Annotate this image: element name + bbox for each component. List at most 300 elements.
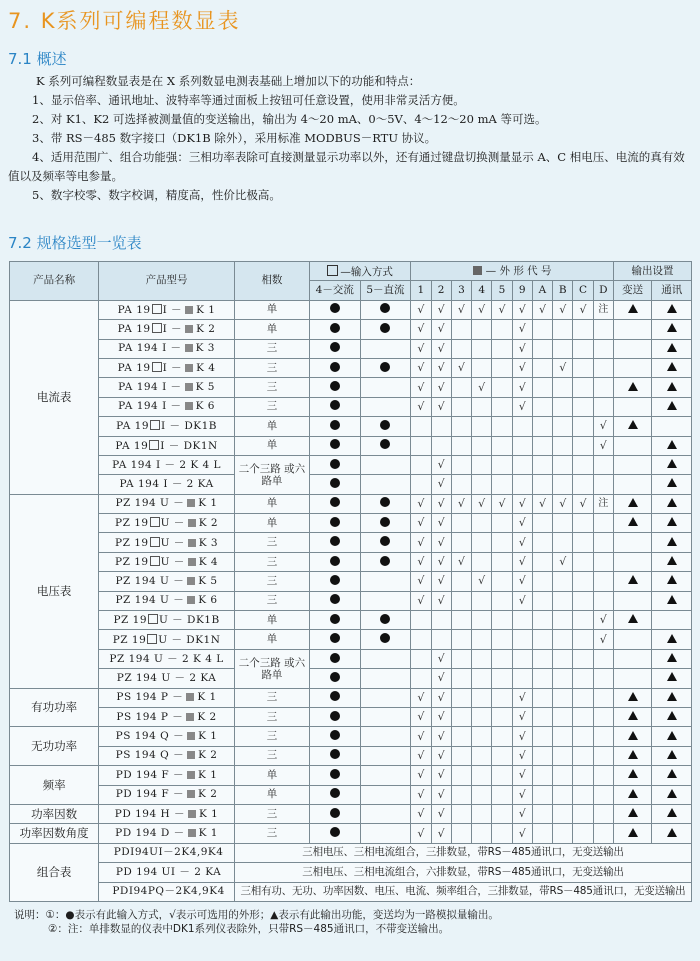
shape-cell <box>553 397 573 416</box>
filled-square-icon <box>188 558 196 566</box>
header-input-dc: 5－直流 <box>360 281 411 300</box>
phase-count: 单 <box>234 630 309 649</box>
shape-cell <box>411 320 431 339</box>
phase-count: 单 <box>234 785 309 804</box>
shape-cell <box>512 572 532 591</box>
output-transmit-cell <box>613 417 652 436</box>
filled-dot-icon <box>380 614 390 624</box>
product-model: PZ 19 U － K 4 <box>99 552 235 571</box>
shape-cell <box>573 533 593 552</box>
shape-cell <box>532 455 552 474</box>
shape-cell <box>492 320 512 339</box>
filled-square-icon <box>473 266 482 275</box>
table-row <box>10 475 692 494</box>
shape-cell <box>532 533 552 552</box>
check-icon: √ <box>417 748 425 762</box>
check-icon: √ <box>417 826 425 840</box>
filled-dot-icon <box>380 303 390 313</box>
output-comm-cell <box>652 804 692 823</box>
filled-dot-icon <box>330 459 340 469</box>
shape-cell <box>451 649 471 668</box>
filled-square-icon <box>186 693 194 701</box>
output-transmit-cell <box>613 824 652 843</box>
triangle-icon <box>628 304 638 313</box>
shape-cell <box>553 358 573 377</box>
shape-cell <box>532 417 552 436</box>
product-category: 功率因数角度 <box>10 824 99 843</box>
table-row <box>10 824 692 843</box>
check-icon: √ <box>457 496 465 510</box>
check-icon: √ <box>559 361 567 375</box>
header-input-ac: 4－交流 <box>309 281 360 300</box>
triangle-icon <box>667 653 677 662</box>
input-ac-cell <box>309 669 360 688</box>
check-icon: √ <box>417 341 425 355</box>
shape-cell <box>492 397 512 416</box>
check-icon: √ <box>518 710 526 724</box>
shape-cell <box>512 669 532 688</box>
product-model: PA 19 I － K 2 <box>99 320 235 339</box>
check-icon: √ <box>417 302 425 316</box>
phase-count: 三 <box>234 688 309 707</box>
shape-cell <box>573 358 593 377</box>
output-transmit-cell <box>613 688 652 707</box>
shape-cell <box>532 688 552 707</box>
input-dc-cell <box>360 320 411 339</box>
output-comm-cell <box>652 766 692 785</box>
table-row <box>10 320 692 339</box>
shape-cell <box>411 358 431 377</box>
shape-cell <box>532 611 552 630</box>
shape-cell <box>472 630 492 649</box>
shape-cell <box>553 436 573 455</box>
triangle-icon <box>667 323 677 332</box>
shape-cell <box>593 669 613 688</box>
table-row <box>10 533 692 552</box>
triangle-icon <box>628 382 638 391</box>
product-model: PA 19 I － DK1B <box>99 417 235 436</box>
shape-cell <box>472 417 492 436</box>
shape-cell <box>472 514 492 533</box>
output-comm-cell <box>652 669 692 688</box>
shape-cell <box>492 300 512 319</box>
triangle-icon <box>667 672 677 681</box>
header-phase: 相数 <box>234 262 309 301</box>
shape-cell <box>431 397 451 416</box>
shape-cell <box>593 514 613 533</box>
check-icon: √ <box>559 555 567 569</box>
filled-square-icon <box>187 732 195 740</box>
shape-cell <box>472 378 492 397</box>
shape-cell <box>532 746 552 765</box>
output-comm-cell <box>652 397 692 416</box>
shape-cell <box>472 746 492 765</box>
shape-cell <box>472 339 492 358</box>
check-icon: √ <box>478 574 486 588</box>
output-transmit-cell <box>613 727 652 746</box>
product-category: 电流表 <box>10 300 99 494</box>
output-comm-cell <box>652 436 692 455</box>
phase-count: 三 <box>234 591 309 610</box>
shape-cell <box>512 611 532 630</box>
phase-count: 二个三路 或六路单 <box>234 649 309 688</box>
shape-cell <box>532 397 552 416</box>
input-dc-cell <box>360 358 411 377</box>
section-heading-spec: 7.2 规格选型一览表 <box>8 234 142 252</box>
shape-cell <box>553 378 573 397</box>
phase-count: 三 <box>234 824 309 843</box>
input-ac-cell <box>309 630 360 649</box>
shape-cell <box>593 785 613 804</box>
shape-cell <box>492 494 512 513</box>
triangle-icon <box>667 382 677 391</box>
shape-cell <box>451 591 471 610</box>
filled-dot-icon <box>330 808 340 818</box>
input-ac-cell <box>309 397 360 416</box>
table-row <box>10 863 692 882</box>
shape-cell <box>451 378 471 397</box>
check-icon: √ <box>417 690 425 704</box>
triangle-icon <box>667 769 677 778</box>
overview-paragraph: 1、显示倍率、通讯地址、波特率等通过面板上按钮可任意设置，使用非常灵活方便。 <box>32 93 465 107</box>
check-icon: √ <box>579 302 587 316</box>
filled-square-icon <box>187 771 195 779</box>
shape-cell <box>431 358 451 377</box>
product-model: PA 19 I － K 4 <box>99 358 235 377</box>
filled-dot-icon <box>330 478 340 488</box>
input-ac-cell <box>309 436 360 455</box>
check-icon: √ <box>478 380 486 394</box>
triangle-icon <box>667 401 677 410</box>
triangle-icon <box>667 595 677 604</box>
spec-table <box>9 261 692 902</box>
shape-cell <box>593 397 613 416</box>
output-comm-cell <box>652 417 692 436</box>
shape-cell <box>593 572 613 591</box>
check-icon: √ <box>478 302 486 316</box>
table-row <box>10 804 692 823</box>
shape-cell <box>431 746 451 765</box>
shape-cell <box>593 630 613 649</box>
filled-square-icon <box>185 364 193 372</box>
check-icon: √ <box>599 438 607 452</box>
shape-cell <box>532 475 552 494</box>
input-dc-cell <box>360 804 411 823</box>
output-transmit-cell <box>613 611 652 630</box>
header-output-transmit: 变送 <box>613 281 652 300</box>
filled-dot-icon <box>330 303 340 313</box>
shape-cell <box>431 630 451 649</box>
output-comm-cell <box>652 378 692 397</box>
shape-cell <box>411 649 431 668</box>
filled-dot-icon <box>380 556 390 566</box>
triangle-icon <box>628 711 638 720</box>
input-dc-cell <box>360 300 411 319</box>
shape-cell <box>431 766 451 785</box>
shape-cell <box>492 804 512 823</box>
header-input: —输入方式 <box>309 262 410 281</box>
shape-cell <box>492 669 512 688</box>
shape-cell <box>532 339 552 358</box>
filled-dot-icon <box>330 536 340 546</box>
shape-cell <box>431 300 451 319</box>
shape-cell <box>411 572 431 591</box>
check-icon: √ <box>518 593 526 607</box>
shape-cell <box>512 378 532 397</box>
check-icon: √ <box>437 535 445 549</box>
shape-cell <box>492 358 512 377</box>
triangle-icon <box>667 692 677 701</box>
shape-cell <box>411 514 431 533</box>
table-row <box>10 727 692 746</box>
check-icon: √ <box>518 748 526 762</box>
shape-cell <box>431 649 451 668</box>
output-transmit-cell <box>613 766 652 785</box>
shape-cell <box>512 824 532 843</box>
check-icon: √ <box>437 748 445 762</box>
table-row <box>10 766 692 785</box>
shape-cell <box>532 630 552 649</box>
filled-dot-icon <box>330 575 340 585</box>
check-icon: √ <box>417 710 425 724</box>
shape-cell <box>411 727 431 746</box>
shape-cell <box>492 339 512 358</box>
shape-cell <box>431 572 451 591</box>
shape-cell <box>573 417 593 436</box>
output-transmit-cell <box>613 475 652 494</box>
check-icon: √ <box>437 477 445 491</box>
triangle-icon <box>667 517 677 526</box>
triangle-icon <box>667 808 677 817</box>
shape-cell <box>451 766 471 785</box>
check-icon: √ <box>417 729 425 743</box>
shape-cell <box>593 475 613 494</box>
output-comm-cell <box>652 591 692 610</box>
output-transmit-cell <box>613 591 652 610</box>
phase-count: 二个三路 或六路单 <box>234 455 309 494</box>
check-icon: √ <box>518 729 526 743</box>
shape-cell <box>593 339 613 358</box>
shape-cell <box>492 727 512 746</box>
shape-cell <box>411 300 431 319</box>
filled-dot-icon <box>330 594 340 604</box>
shape-cell <box>512 552 532 571</box>
filled-dot-icon <box>330 323 340 333</box>
page-title: 7. K系列可编程数显表 <box>8 9 241 33</box>
filled-dot-icon <box>330 362 340 372</box>
check-icon: √ <box>518 302 526 316</box>
shape-cell <box>472 649 492 668</box>
phase-count: 单 <box>234 320 309 339</box>
shape-cell <box>512 455 532 474</box>
shape-cell <box>451 533 471 552</box>
output-comm-cell <box>652 824 692 843</box>
shape-cell <box>593 358 613 377</box>
shape-cell <box>573 669 593 688</box>
shape-cell <box>553 533 573 552</box>
input-ac-cell <box>309 475 360 494</box>
shape-cell <box>431 436 451 455</box>
output-comm-cell <box>652 727 692 746</box>
product-model: PZ 19 U － DK1B <box>99 611 235 630</box>
filled-dot-icon <box>380 362 390 372</box>
triangle-icon <box>667 556 677 565</box>
input-dc-cell <box>360 475 411 494</box>
input-ac-cell <box>309 688 360 707</box>
shape-cell <box>411 591 431 610</box>
shape-cell <box>431 339 451 358</box>
phase-count: 三 <box>234 552 309 571</box>
product-model: PS 194 Q － K 1 <box>99 727 235 746</box>
filled-square-icon <box>187 596 195 604</box>
output-transmit-cell <box>613 804 652 823</box>
shape-cell <box>492 746 512 765</box>
output-comm-cell <box>652 552 692 571</box>
shape-cell <box>472 475 492 494</box>
table-row <box>10 378 692 397</box>
shape-cell <box>492 611 512 630</box>
input-dc-cell <box>360 572 411 591</box>
shape-cell <box>472 824 492 843</box>
overview-paragraph: 2、对 K1、K2 可选择被测量值的变送输出，输出为 4～20 mA、0～5V、4～12～20 mA 等可选。 <box>32 112 547 126</box>
product-model: PZ 194 U － K 6 <box>99 591 235 610</box>
input-ac-cell <box>309 727 360 746</box>
shape-cell <box>573 746 593 765</box>
table-row <box>10 397 692 416</box>
product-model: PA 19 I － K 1 <box>99 300 235 319</box>
check-icon: √ <box>417 768 425 782</box>
shape-cell <box>431 378 451 397</box>
filled-square-icon <box>187 751 195 759</box>
table-row <box>10 688 692 707</box>
triangle-icon <box>667 711 677 720</box>
shape-cell <box>492 514 512 533</box>
combo-description: 三相电压、三相电流组合，六排数显，带RS－485通讯口，无变送输出 <box>234 863 691 882</box>
filled-square-icon <box>188 539 196 547</box>
empty-square-icon <box>149 440 159 450</box>
filled-dot-icon <box>330 691 340 701</box>
phase-count: 三 <box>234 339 309 358</box>
filled-square-icon <box>188 829 196 837</box>
shape-cell <box>431 669 451 688</box>
shape-cell <box>553 707 573 726</box>
shape-cell <box>512 688 532 707</box>
check-icon: √ <box>579 496 587 510</box>
shape-cell <box>512 339 532 358</box>
output-comm-cell <box>652 611 692 630</box>
empty-square-icon <box>327 265 338 276</box>
input-dc-cell <box>360 378 411 397</box>
check-icon: √ <box>417 496 425 510</box>
header-shape-code: 2 <box>431 281 451 300</box>
shape-cell <box>593 533 613 552</box>
check-icon: √ <box>437 768 445 782</box>
shape-cell <box>573 320 593 339</box>
header-name: 产品名称 <box>10 262 99 301</box>
input-dc-cell <box>360 727 411 746</box>
output-transmit-cell <box>613 514 652 533</box>
shape-cell <box>553 727 573 746</box>
phase-count: 三 <box>234 707 309 726</box>
shape-cell <box>512 746 532 765</box>
triangle-icon <box>667 440 677 449</box>
check-icon: √ <box>518 496 526 510</box>
check-icon: √ <box>437 399 445 413</box>
shape-cell <box>431 611 451 630</box>
shape-cell <box>573 455 593 474</box>
shape-cell <box>492 378 512 397</box>
shape-cell <box>411 397 431 416</box>
empty-square-icon <box>147 634 157 644</box>
table-row <box>10 746 692 765</box>
header-shape-code: 9 <box>512 281 532 300</box>
shape-cell <box>593 552 613 571</box>
check-icon: √ <box>417 807 425 821</box>
input-dc-cell <box>360 669 411 688</box>
filled-square-icon <box>188 519 196 527</box>
shape-cell <box>512 649 532 668</box>
shape-cell <box>411 475 431 494</box>
check-icon: √ <box>518 380 526 394</box>
shape-cell <box>472 804 492 823</box>
shape-cell <box>553 339 573 358</box>
triangle-icon <box>667 731 677 740</box>
shape-cell <box>532 804 552 823</box>
check-icon: √ <box>417 516 425 530</box>
check-icon: √ <box>457 361 465 375</box>
table-row <box>10 358 692 377</box>
shape-cell <box>553 804 573 823</box>
shape-cell <box>431 320 451 339</box>
shape-cell <box>512 533 532 552</box>
shape-cell <box>472 766 492 785</box>
phase-count: 三 <box>234 358 309 377</box>
input-ac-cell <box>309 591 360 610</box>
shape-cell <box>451 552 471 571</box>
shape-cell <box>492 533 512 552</box>
filled-dot-icon <box>330 556 340 566</box>
overview-paragraph: 3、带 RS－485 数字接口（DK1B 除外），采用标准 MODBUS－RTU 协议。 <box>32 131 437 145</box>
filled-dot-icon <box>330 497 340 507</box>
shape-cell <box>532 572 552 591</box>
input-ac-cell <box>309 494 360 513</box>
shape-cell <box>573 688 593 707</box>
table-row <box>10 300 692 319</box>
product-model: PZ 194 U － K 5 <box>99 572 235 591</box>
shape-cell <box>593 688 613 707</box>
shape-cell <box>411 552 431 571</box>
shape-cell <box>411 785 431 804</box>
input-dc-cell <box>360 397 411 416</box>
shape-cell <box>451 746 471 765</box>
shape-cell <box>553 669 573 688</box>
check-icon: √ <box>417 574 425 588</box>
shape-cell <box>431 533 451 552</box>
shape-cell <box>472 611 492 630</box>
filled-dot-icon <box>330 730 340 740</box>
check-icon: √ <box>518 535 526 549</box>
shape-cell <box>532 824 552 843</box>
shape-cell <box>553 552 573 571</box>
shape-cell <box>593 746 613 765</box>
shape-cell <box>593 417 613 436</box>
shape-cell <box>553 611 573 630</box>
shape-cell <box>512 514 532 533</box>
shape-cell <box>512 707 532 726</box>
product-model: PA 194 I － 2 KA <box>99 475 235 494</box>
filled-square-icon <box>185 402 193 410</box>
shape-cell <box>553 494 573 513</box>
